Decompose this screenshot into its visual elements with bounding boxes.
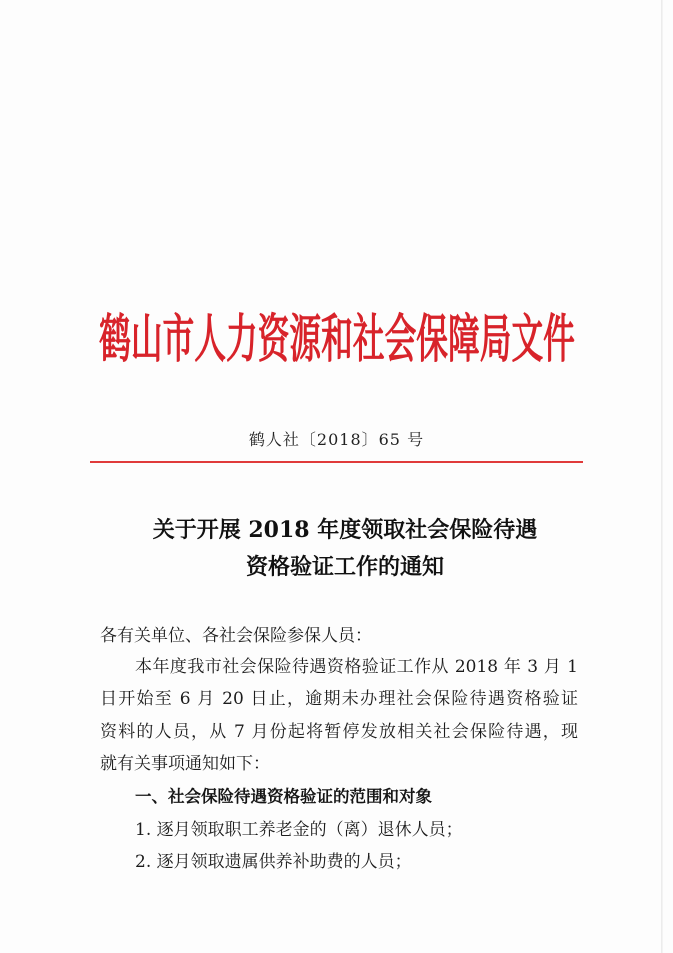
red-separator-rule	[90, 461, 583, 463]
paragraph-line: 就有关事项通知如下：	[100, 754, 270, 774]
notice-title-line-1: 关于开展 2018 年度领取社会保险待遇	[152, 517, 538, 543]
notice-title-line-2: 资格验证工作的通知	[245, 554, 444, 580]
document-number: 鹤人社〔2018〕65 号	[248, 430, 425, 449]
section-heading: 一、社会保险待遇资格验证的范围和对象	[135, 787, 432, 806]
paragraph-line: 本年度我市社会保险待遇资格验证工作从 2018 年 3 月 1	[135, 657, 578, 677]
paragraph-line: 日开始至 6 月 20 日止，逾期未办理社会保险待遇资格验证	[100, 689, 578, 709]
paragraph-line: 资料的人员，从 7 月份起将暂停发放相关社会保险待遇，现	[100, 722, 578, 742]
issuing-organization-header: 鹤山市人力资源和社会保障局文件	[98, 309, 575, 370]
scan-edge-shadow	[661, 0, 663, 953]
list-item: 2. 逐月领取遗属供养补助费的人员；	[135, 852, 412, 872]
list-item: 1. 逐月领取职工养老金的（离）退休人员；	[135, 820, 463, 840]
salutation: 各有关单位、各社会保险参保人员：	[100, 626, 372, 646]
